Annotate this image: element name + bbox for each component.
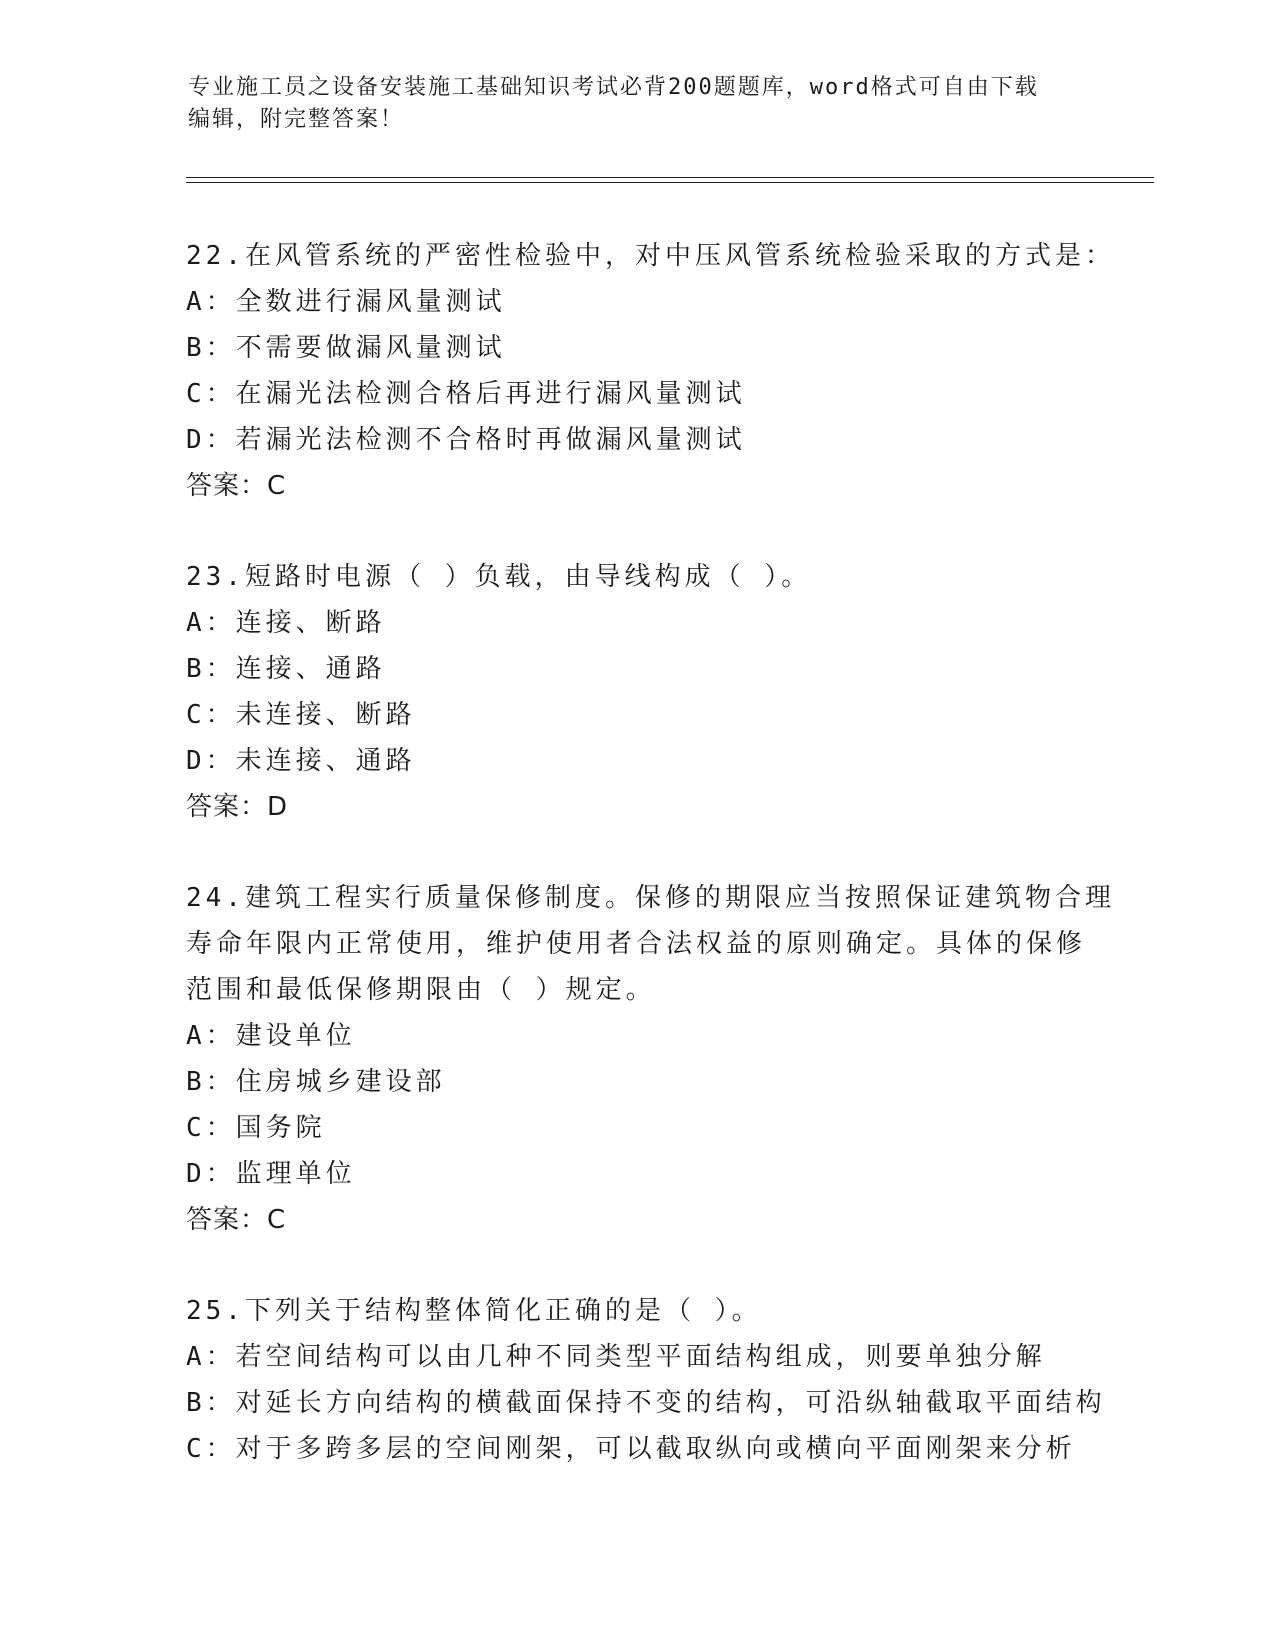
question-23 xyxy=(186,554,1086,830)
answer: 答案：C xyxy=(186,1205,287,1235)
option-d: D：监理单位 xyxy=(186,1159,356,1189)
answer: 答案：C xyxy=(186,471,287,501)
option-a: A：若空间结构可以由几种不同类型平面结构组成，则要单独分解 xyxy=(186,1342,1046,1372)
option-d: D：若漏光法检测不合格时再做漏风量测试 xyxy=(186,425,746,455)
option-b: B：住房城乡建设部 xyxy=(186,1067,446,1097)
question-25 xyxy=(186,1288,1106,1472)
question-text xyxy=(186,875,1115,1013)
option-d: D：未连接、通路 xyxy=(186,746,416,776)
question-text-line: 范围和最低保修期限由（ ）规定。 xyxy=(186,975,656,1005)
question-24 xyxy=(186,875,1115,1243)
option-b: B：不需要做漏风量测试 xyxy=(186,333,506,363)
option-c: C：在漏光法检测合格后再进行漏风量测试 xyxy=(186,379,746,409)
answer: 答案：D xyxy=(186,792,289,822)
option-a: A：全数进行漏风量测试 xyxy=(186,287,506,317)
question-text-line: 25.下列关于结构整体简化正确的是（ ）。 xyxy=(186,1296,762,1326)
option-c: C：未连接、断路 xyxy=(186,700,416,730)
header-line-1: 专业施工员之设备安装施工基础知识考试必背200题题库，word格式可自由下载 xyxy=(188,75,1039,100)
question-22 xyxy=(186,233,1115,509)
question-list xyxy=(186,233,1115,1517)
header-divider-top xyxy=(186,177,1154,178)
question-text-line: 22.在风管系统的严密性检验中，对中压风管系统检验采取的方式是： xyxy=(186,241,1115,271)
option-b: B：连接、通路 xyxy=(186,654,386,684)
question-text xyxy=(186,233,1115,279)
header-line-2: 编辑，附完整答案！ xyxy=(188,107,405,132)
option-c: C：对于多跨多层的空间刚架，可以截取纵向或横向平面刚架来分析 xyxy=(186,1434,1076,1464)
document-header xyxy=(188,72,1088,136)
question-text xyxy=(186,1288,1086,1334)
option-a: A：连接、断路 xyxy=(186,608,386,638)
question-text-line: 23.短路时电源（ ）负载，由导线构成（ ）。 xyxy=(186,562,812,592)
option-b: B：对延长方向结构的横截面保持不变的结构，可沿纵轴截取平面结构 xyxy=(186,1388,1106,1418)
question-text-line: 24.建筑工程实行质量保修制度。保修的期限应当按照保证建筑物合理 xyxy=(186,883,1115,913)
question-text-line: 寿命年限内正常使用，维护使用者合法权益的原则确定。具体的保修 xyxy=(186,929,1087,959)
question-text xyxy=(186,554,1086,600)
option-c: C：国务院 xyxy=(186,1113,326,1143)
header-divider-bottom xyxy=(186,182,1154,183)
option-a: A：建设单位 xyxy=(186,1021,356,1051)
